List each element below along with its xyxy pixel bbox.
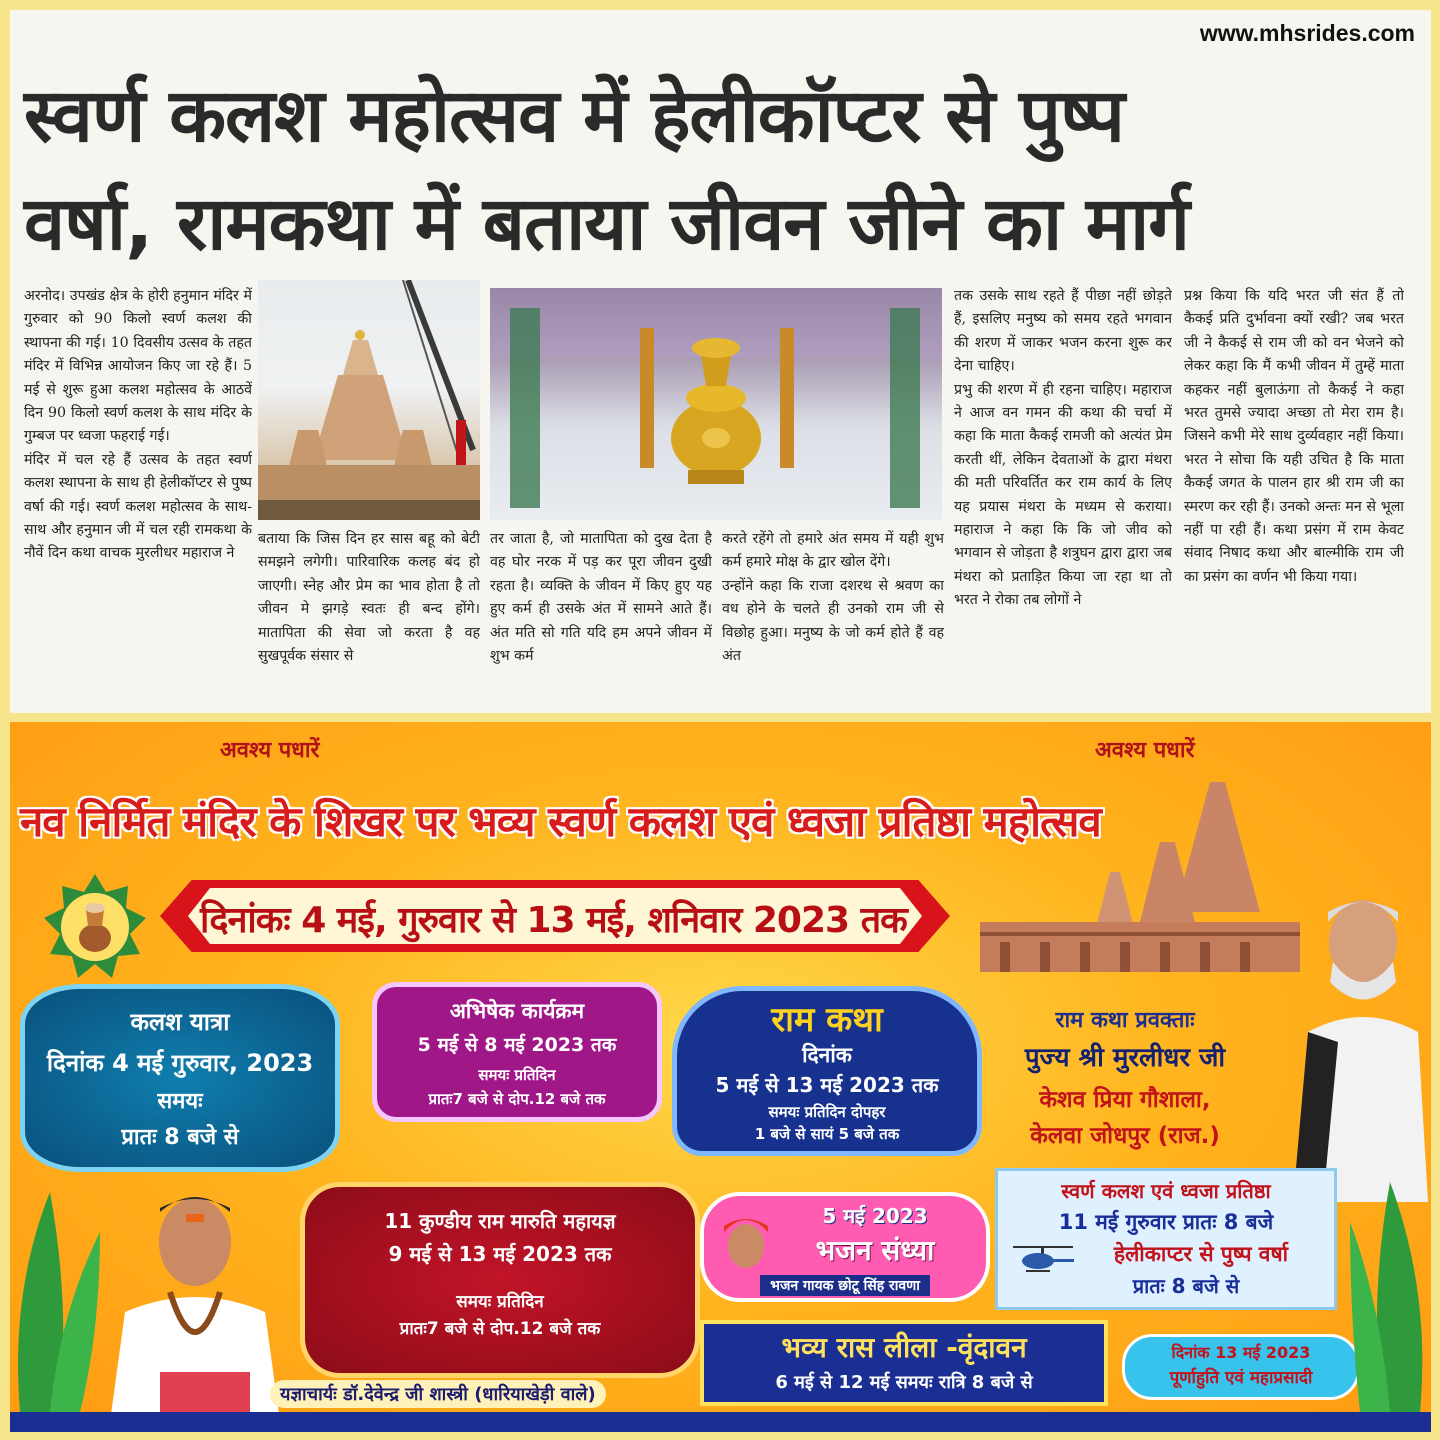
article-column-5: [954, 285, 1172, 685]
golden-kalash-photo: [490, 288, 942, 520]
mahayagya-box: [300, 1182, 700, 1378]
invite-text-right: अवश्य पधारें: [1095, 737, 1195, 763]
raas-leela-details: 6 मई से 12 मई समयः रात्रि 8 बजे से: [775, 1372, 1033, 1393]
date-range: दिनांकः 4 मई, गुरुवार से 13 मई, शनिवार 2023 तक: [200, 900, 907, 941]
ram-katha-dates: 5 मई से 13 मई 2023 तक: [715, 1073, 939, 1097]
kalash-yatra-time-label: समयः: [157, 1089, 203, 1114]
ram-katha-box: [672, 986, 982, 1156]
temple-illustration: [960, 782, 1320, 982]
abhishek-dates: 5 मई से 8 मई 2023 तक: [417, 1034, 617, 1056]
kalash-emblem-icon: [40, 872, 150, 982]
newspaper-clipping: [10, 10, 1431, 713]
purnahuti-title: पूर्णाहुति एवं महाप्रसादी: [1169, 1368, 1313, 1388]
article-paragraph: तर जाता है, जो मातापिता को दुख देता है वह घोर नरक में पड़ कर पूरा जीवन दुखी रहता है। व्यक्ति के जीवन में किए हुए यह हुए कर्म ही उसके अंत में सामने आते हैं। अंत मति सो गति यदि हम अपने जीवन में शुभ कर्म: [490, 531, 712, 665]
kalash-yatra-time: प्रातः 8 बजे से: [121, 1125, 239, 1150]
speaker-place: केलवा जोधपुर (राज.): [1030, 1123, 1220, 1149]
mahayagya-title: 11 कुण्डीय राम मारुति महायज्ञ: [384, 1209, 616, 1233]
kalash-yatra-date: दिनांक 4 मई गुरुवार, 2023: [46, 1049, 314, 1077]
kalash-yatra-title: कलश यात्रा: [130, 1008, 230, 1036]
helicopter-icon: [1008, 1241, 1078, 1281]
abhishek-time: प्रातः7 बजे से दोप.12 बजे तक: [428, 1090, 606, 1108]
site-url[interactable]: www.mhsrides.com: [1199, 20, 1415, 46]
article-column-1: [24, 285, 252, 685]
event-poster: [10, 722, 1431, 1432]
article-column-3: [490, 528, 712, 690]
kalash-pratishtha-title: स्वर्ण कलश एवं ध्वजा प्रतिष्ठा: [1061, 1179, 1271, 1203]
kalash-pratishtha-event: हेलीकाप्टर से पुष्प वर्षा: [1113, 1242, 1289, 1266]
mahayagya-time-label: समयः प्रतिदिन: [456, 1292, 544, 1312]
article-paragraph: बताया कि जिस दिन हर सास बहू को बेटी समझने लगेगी। पारिवारिक कलह बंद हो जाएगी। स्नेह और प्रेम का भाव होता है तो जीवन मे झगड़े स्वतः ही बन्द होंगे। मातापिता की सेवा जो करता है वह सुखपूर्वक संसार से: [258, 531, 480, 665]
ram-katha-title: राम कथा: [771, 1000, 883, 1040]
kalash-yatra-box: [20, 984, 340, 1172]
bhajan-date: 5 मई 2023: [822, 1204, 928, 1228]
abhishek-box: [372, 982, 662, 1122]
speaker-name: पुज्य श्री मुरलीधर जी: [1024, 1043, 1226, 1073]
speaker-portrait: [1278, 882, 1428, 1202]
article-paragraph: मंदिर में चल रहे हैं उत्सव के तहत स्वर्ण कलश स्थापना के साथ ही हेलीकॉप्टर से पुष्प वर्षा की गई। स्वर्ण कलश महोत्सव के साथ-साथ और हनुमान जी में चल रही रामकथा के नौवें दिन कथा वाचक मुरलीधर महाराज ने: [24, 451, 252, 562]
article-paragraph: उन्होंने कहा कि राजा दशरथ से श्रवण का वध होने के चलते ही उनको राम जी से विछोह हुआ। मनुष्य के जो कर्म होते हैं वह अंत: [722, 577, 944, 665]
headline-line-2: वर्षा, रामकथा में बताया जीवन जीने का मार्ग: [24, 181, 1189, 267]
invite-text-left: अवश्य पधारें: [220, 737, 320, 763]
banana-leaf-left-icon: [10, 1192, 100, 1412]
poster-title: नव निर्मित मंदिर के शिखर पर भव्य स्वर्ण कलश एवं ध्वजा प्रतिष्ठा महोत्सव: [20, 797, 1101, 846]
raas-leela-title: भव्य रास लीला -वृंदावन: [781, 1331, 1027, 1364]
abhishek-title: अभिषेक कार्यक्रम: [449, 999, 585, 1023]
purnahuti-box: [1122, 1334, 1360, 1400]
kalash-pratishtha-box: [995, 1168, 1337, 1310]
ram-katha-time-label: समयः प्रतिदिन दोपहर: [768, 1103, 886, 1121]
banana-leaf-right-icon: [1350, 1182, 1431, 1412]
article-paragraph: अरनोद। उपखंड क्षेत्र के होरी हनुमान मंदिर में गुरुवार को 90 किलो स्वर्ण कलश की स्थापना की गई। 10 दिवसीय उत्सव के तहत मंदिर में विभिन्न आयोजन किए जा रहे हैं। 5 मई से शुरू हुआ कलश महोत्सव के आठवें दिन 90 किलो स्वर्ण कलश के साथ मंदिर के गुम्बज पर ध्वजा फहराई गई।: [24, 288, 252, 445]
article-column-4: [722, 528, 944, 690]
article-paragraph: करते रहेंगे तो हमारे अंत समय में यही शुभ कर्म हमारे मोक्ष के द्वार खोल देंगे।: [722, 531, 944, 571]
ram-katha-date-label: दिनांक: [802, 1043, 852, 1067]
abhishek-time-label: समयः प्रतिदिन: [478, 1066, 556, 1084]
yajnacharya-label: यज्ञाचार्यः डॉ.देवेन्द्र जी शास्त्री (धारियाखेड़ी वाले): [270, 1380, 606, 1408]
headline-line-1: स्वर्ण कलश महोत्सव में हेलीकॉप्टर से पुष्प: [24, 73, 1124, 159]
mahayagya-dates: 9 मई से 13 मई 2023 तक: [388, 1242, 612, 1266]
temple-photo: [258, 280, 480, 520]
bhajan-sandhya-box: [700, 1192, 990, 1302]
raas-leela-box: [700, 1320, 1108, 1406]
article-paragraph: तक उसके साथ रहते हैं पीछा नहीं छोड़ते हैं, इसलिए मनुष्य को समय रहते भगवान की शरण में जाकर भजन करना शुरू कर देना चाहिए।: [954, 288, 1172, 375]
ram-katha-time: 1 बजे से सायं 5 बजे तक: [754, 1125, 900, 1143]
singer-portrait: [716, 1208, 776, 1278]
kalash-pratishtha-time: प्रातः 8 बजे से: [1132, 1274, 1240, 1298]
kalash-pratishtha-date: 11 मई गुरुवार प्रातः 8 बजे: [1058, 1210, 1274, 1234]
article-column-6: [1184, 285, 1404, 685]
mahayagya-time: प्रातः7 बजे से दोप.12 बजे तक: [399, 1319, 601, 1339]
article-paragraph: प्रश्न किया कि यदि भरत जी संत हैं तो कैकई प्रति दुर्भावना क्यों रखी? जब भरत जी ने कैकई से राम जी को वन भेजने को लेकर कहा कि मैं कभी जीवन में तुम्हें माता कहकर नहीं बुलाऊंगा तो कैकई ने कहा भरत तुमसे ज्यादा अच्छा तो मेरा राम है। जिसने कभी मेरे साथ दुर्व्यवहार नहीं किया। भरत ने सोचा कि यही उचित है कि माता कैकई जगत के पालन हार श्री राम जी का स्मरण कर रही हैं। उनको अन्तः मन से भूला नहीं पा रही हैं। कथा प्रसंग में राम केवट संवाद निषाद कथा और बाल्मीकि राम जी का प्रसंग का वर्णन भी किया गया।: [1184, 288, 1404, 585]
speaker-org: केशव प्रिया गौशाला,: [1039, 1087, 1211, 1113]
bottom-strip: [10, 1412, 1431, 1432]
yajnacharya-portrait: [100, 1172, 290, 1422]
temple-illustration: [258, 280, 480, 520]
article-paragraph: प्रभु की शरण में ही रहना चाहिए। महाराज ने आज वन गमन की कथा की चर्चा में कहा कि माता कैकई रामजी को अत्यंत प्रेम करती थीं, लेकिन देवताओं के द्वारा मंथरा की मती परिवर्तित कर राम कार्य के लिए यह प्रयास मंथरा के मध्यम से कराया। महाराज ने कहा कि कि जो जीव को भगवान से जोड़ता है शत्रुघन द्वारा द्वारा जब मंथरा को प्रताड़ित किया जा रहा था तो भरत ने रोका तब लोगों ने: [954, 381, 1172, 609]
bhajan-title: भजन संध्या: [815, 1234, 935, 1267]
speaker-label: राम कथा प्रवक्ताः: [1055, 1008, 1195, 1033]
article-column-2: [258, 528, 480, 690]
kalash-illustration: [490, 288, 942, 520]
bhajan-singer: भजन गायक छोटू सिंह रावणा: [760, 1275, 930, 1296]
purnahuti-date: दिनांक 13 मई 2023: [1171, 1343, 1311, 1362]
speaker-info: [995, 1004, 1255, 1150]
